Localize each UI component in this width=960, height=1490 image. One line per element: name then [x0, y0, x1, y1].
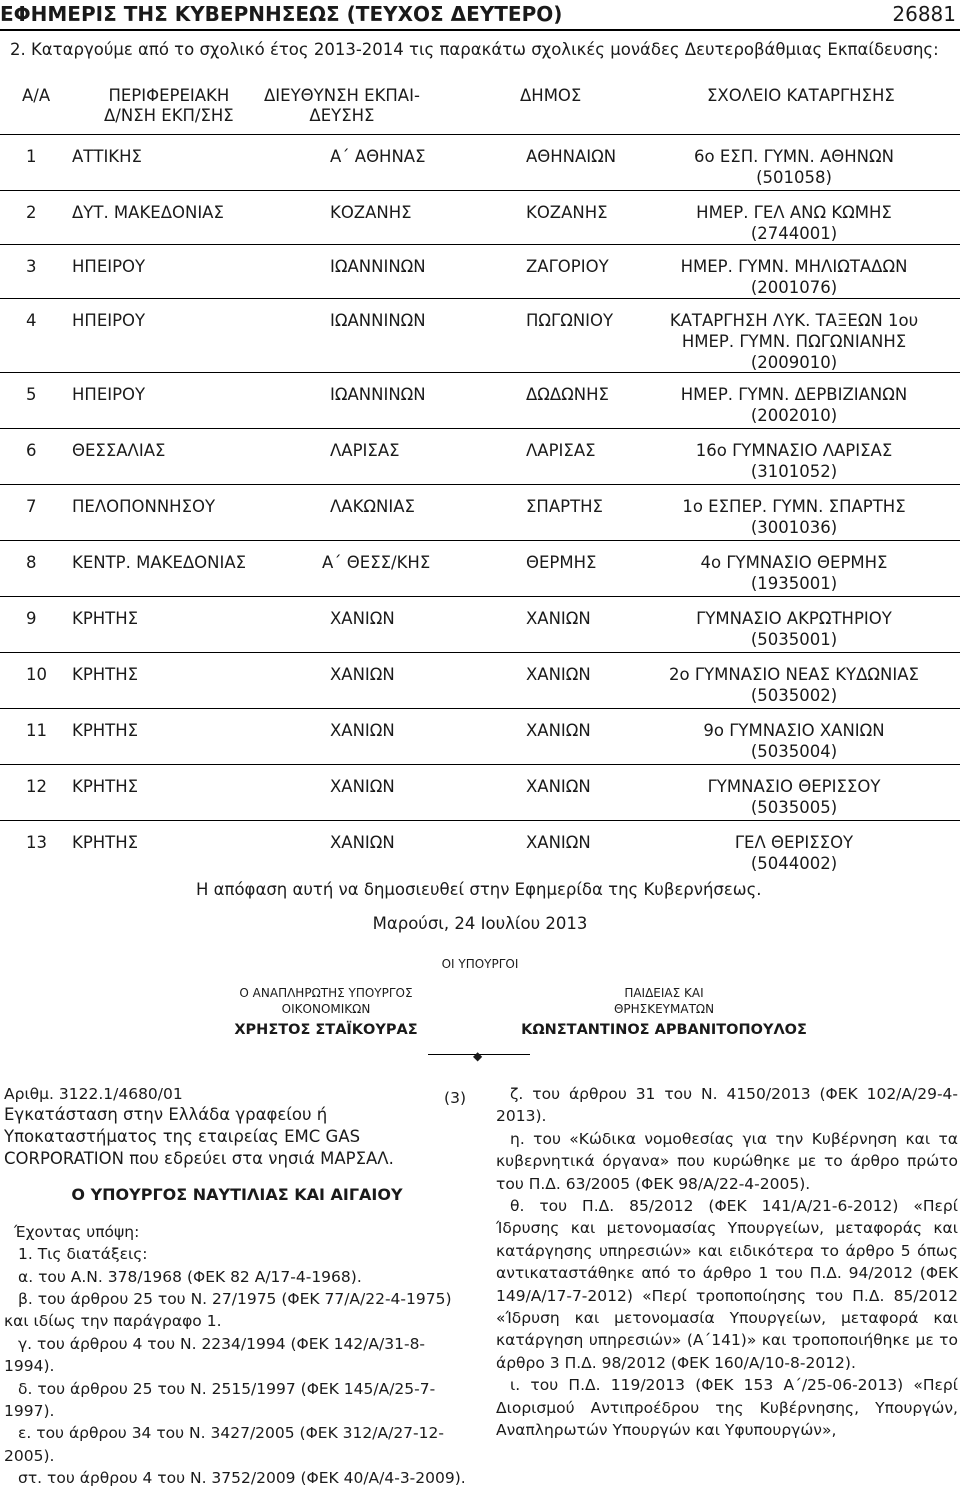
cell-municipality: ΣΠΑΡΤΗΣ — [526, 497, 603, 516]
dateline: Μαρούσι, 24 Ιουλίου 2013 — [372, 914, 588, 933]
consideration-item: ι. του Π.Δ. 119/2013 (ΦΕΚ 153 Α΄/25-06-2013) «Περί Διορισμού Αντιπροέδρου της Κυβέρνησης, Υπουργών, Αναπληρωτών Υπουργών και Υφυπουργών», — [496, 1376, 958, 1440]
table-row — [0, 372, 960, 429]
decision-ref: Αριθμ. 3122.1/4680/01 — [4, 1085, 183, 1103]
cell-municipality: ΧΑΝΙΩΝ — [526, 721, 591, 740]
consideration-item: ε. του άρθρου 34 του Ν. 3427/2005 (ΦΕΚ 312/Α/27-12-2005). — [4, 1424, 444, 1465]
cell-school-name: ΗΜΕΡ. ΓΥΜΝ. ΔΕΡΒΙΖΙΑΝΩΝ — [680, 385, 908, 404]
cell-aa: 7 — [26, 497, 37, 516]
cell-school-code: (5035005) — [750, 798, 838, 817]
cell-school — [636, 552, 952, 594]
signatory-education — [514, 985, 814, 1038]
cell-aa: 2 — [26, 203, 37, 222]
intro-paragraph: 2. Καταργούμε από το σχολικό έτος 2013-2014 τις παρακάτω σχολικές μονάδες Δευτεροβάθμιας Εκπαίδευσης: — [10, 40, 939, 59]
cell-aa: 3 — [26, 257, 37, 276]
table-row — [0, 298, 960, 373]
cell-directorate: Α΄ ΑΘΗΝΑΣ — [330, 147, 426, 166]
closing-statement: Η απόφαση αυτή να δημοσιευθεί στην Εφημερίδα της Κυβερνήσεως. — [196, 880, 762, 899]
cell-directorate: ΛΑΡΙΣΑΣ — [330, 441, 400, 460]
table-row — [0, 134, 960, 191]
cell-region: ΗΠΕΙΡΟΥ — [72, 385, 146, 404]
cell-school — [636, 256, 952, 298]
cell-municipality: ΘΕΡΜΗΣ — [526, 553, 597, 572]
table-row — [0, 244, 960, 299]
cell-school — [636, 310, 952, 373]
cell-region: ΠΕΛΟΠΟΝΝΗΣΟΥ — [72, 497, 216, 516]
cell-school-code: (2744001) — [750, 224, 838, 243]
consideration-item: α. του Α.Ν. 378/1968 (ΦΕΚ 82 Α/17-4-1968). — [18, 1267, 362, 1286]
cell-directorate: ΧΑΝΙΩΝ — [330, 721, 395, 740]
gazette-title: ΕΦΗΜΕΡΙΣ ΤΗΣ ΚΥΒΕΡΝΗΣΕΩΣ (ΤΕΥΧΟΣ ΔΕΥΤΕΡΟ) — [0, 2, 563, 26]
cell-directorate: ΙΩΑΝΝΙΝΩΝ — [330, 385, 426, 404]
cell-aa: 13 — [26, 833, 47, 852]
cell-municipality: ΚΟΖΑΝΗΣ — [526, 203, 608, 222]
cell-school-name: ΓΥΜΝΑΣΙΟ ΑΚΡΩΤΗΡΙΟΥ — [696, 609, 892, 628]
cell-region: ΔΥΤ. ΜΑΚΕΔΟΝΙΑΣ — [72, 203, 224, 222]
table-row — [0, 652, 960, 709]
decision-ref-num: (3) — [444, 1089, 466, 1107]
cell-directorate: ΚΟΖΑΝΗΣ — [330, 203, 412, 222]
cell-directorate: ΧΑΝΙΩΝ — [330, 609, 395, 628]
signatory-education-title1: ΠΑΙΔΕΙΑΣ ΚΑΙ — [624, 986, 704, 1000]
consideration-item: δ. του άρθρου 25 του Ν. 2515/1997 (ΦΕΚ 145/Α/25-7-1997). — [4, 1379, 436, 1421]
cell-aa: 10 — [26, 665, 47, 684]
decision-authority: Ο ΥΠΟΥΡΓΟΣ ΝΑΥΤΙΛΙΑΣ ΚΑΙ ΑΙΓΑΙΟΥ — [71, 1185, 403, 1205]
divider-diamond-icon: ◆ — [473, 1049, 483, 1063]
cell-school — [636, 832, 952, 874]
cell-municipality: ΠΩΓΩΝΙΟΥ — [526, 311, 614, 330]
decision-subject: Εγκατάσταση στην Ελλάδα γραφείου ή Υποκαταστήματος της εταιρείας EMC GAS CORPORATION που εδρεύει στα νησιά ΜΑΡΣΑΛ. — [4, 1105, 394, 1169]
th-region-line1: ΠΕΡΙΦΕΡΕΙΑΚΗ — [108, 86, 230, 105]
cell-school — [636, 664, 952, 706]
cell-school — [636, 608, 952, 650]
cell-school-code: (3101052) — [750, 462, 838, 481]
th-directorate-line1: ΔΙΕΥΘΥΝΣΗ ΕΚΠΑΙ- — [264, 86, 420, 105]
table-row — [0, 190, 960, 245]
ministers-label: ΟΙ ΥΠΟΥΡΓΟΙ — [441, 957, 519, 971]
cell-school-name: ΓΥΜΝΑΣΙΟ ΘΕΡΙΣΣΟΥ — [707, 777, 881, 796]
cell-municipality: ΧΑΝΙΩΝ — [526, 665, 591, 684]
cell-directorate: ΧΑΝΙΩΝ — [330, 833, 395, 852]
cell-region: ΗΠΕΙΡΟΥ — [72, 311, 146, 330]
table-row — [0, 820, 960, 876]
th-region — [104, 86, 234, 126]
cell-directorate: ΙΩΑΝΝΙΝΩΝ — [330, 257, 426, 276]
cell-aa: 4 — [26, 311, 37, 330]
cell-aa: 9 — [26, 609, 37, 628]
cell-aa: 8 — [26, 553, 37, 572]
th-region-line2: Δ/ΝΣΗ ΕΚΠ/ΣΗΣ — [104, 106, 234, 125]
cell-directorate: ΧΑΝΙΩΝ — [330, 777, 395, 796]
cell-school-code: (2001076) — [750, 278, 838, 297]
table-row — [0, 484, 960, 541]
header-rule — [0, 29, 960, 31]
signatory-education-title2: ΘΡΗΣΚΕΥΜΑΤΩΝ — [613, 1002, 715, 1016]
cell-school-code: (1935001) — [750, 574, 838, 593]
cell-school — [636, 496, 952, 538]
cell-municipality: ΑΘΗΝΑΙΩΝ — [526, 147, 617, 166]
consideration-item: β. του άρθρου 25 του Ν. 27/1975 (ΦΕΚ 77/Α/22-4-1975) και ιδίως την παράγραφο 1. — [4, 1290, 452, 1331]
cell-aa: 1 — [26, 147, 37, 166]
cell-school — [636, 202, 952, 244]
cell-school-code: (501058) — [756, 168, 832, 187]
item-1: 1. Τις διατάξεις: — [18, 1245, 148, 1264]
cell-municipality: ΖΑΓΟΡΙΟΥ — [526, 257, 609, 276]
cell-municipality: ΛΑΡΙΣΑΣ — [526, 441, 596, 460]
cell-school — [636, 384, 952, 426]
cell-school-code: (5044002) — [750, 854, 838, 873]
signatory-finance — [226, 985, 426, 1038]
cell-directorate: ΛΑΚΩΝΙΑΣ — [330, 497, 415, 516]
cell-school-name: ΓΕΛ ΘΕΡΙΣΣΟΥ — [734, 833, 854, 852]
consideration-item: η. του «Κώδικα νομοθεσίας για την Κυβέρνηση και τα κυβερνητικά όργανα» που κυρώθηκε με το άρθρο πρώτο του Π.Δ. 63/2005 (ΦΕΚ 98/Α/22-4-2005). — [496, 1129, 958, 1193]
cell-school-code: (5035004) — [750, 742, 838, 761]
cell-school-code: (2002010) — [750, 406, 838, 425]
cell-school-code: (3001036) — [750, 518, 838, 537]
cell-aa: 11 — [26, 721, 47, 740]
cell-school — [636, 440, 952, 482]
th-school: ΣΧΟΛΕΙΟ ΚΑΤΑΡΓΗΣΗΣ — [707, 86, 895, 105]
cell-school-code: (2009010) — [750, 353, 838, 372]
left-items — [4, 1266, 470, 1490]
signatory-education-name: ΚΩΝΣΤΑΝΤΙΝΟΣ ΑΡΒΑΝΙΤΟΠΟΥΛΟΣ — [521, 1022, 807, 1038]
cell-school-name: ΗΜΕΡ. ΓΥΜΝ. ΜΗΛΙΩΤΑΔΩΝ — [680, 257, 908, 276]
table-row — [0, 596, 960, 653]
cell-school-code: (5035001) — [750, 630, 838, 649]
cell-region: ΚΡΗΤΗΣ — [72, 777, 139, 796]
cell-region: ΚΡΗΤΗΣ — [72, 609, 139, 628]
cell-region: ΘΕΣΣΑΛΙΑΣ — [72, 441, 166, 460]
cell-school — [636, 776, 952, 818]
page-number: 26881 — [892, 2, 956, 26]
consideration-item: θ. του Π.Δ. 85/2012 (ΦΕΚ 141/Α/21-6-2012) «Περί Ίδρυσης και μετονομασίας Υπουργείων, μεταφοράς και κατάργησης υπηρεσιών» και ειδικότερα το άρθρο 5 όπως αντικαταστάθηκε από το άρθρο 1 του Π.Δ. 94/2012 (ΦΕΚ 149/Α/17-7-2012) «Περί τροποποίησης του Π.Δ. 85/2012 «Ίδρυση και μετονομασία Υπουργείων, μεταφορά και κατάργηση υπηρεσιών» (Α΄141)» και τροποποιήθηκε με το άρθρο 3 Π.Δ. 98/2012 (ΦΕΚ 160/Α/10-8-2012). — [496, 1197, 958, 1372]
cell-municipality: ΔΩΔΩΝΗΣ — [526, 385, 609, 404]
table-row — [0, 708, 960, 765]
table-row — [0, 428, 960, 485]
consideration-item: στ. του άρθρου 4 του Ν. 3752/2009 (ΦΕΚ 40/Α/4-3-2009). — [18, 1469, 466, 1488]
cell-school — [636, 146, 952, 188]
cell-school-name: 2ο ΓΥΜΝΑΣΙΟ ΝΕΑΣ ΚΥΔΩΝΙΑΣ — [669, 665, 919, 684]
cell-school — [636, 720, 952, 762]
consideration-item: ζ. του άρθρου 31 του Ν. 4150/2013 (ΦΕΚ 102/Α/29-4-2013). — [496, 1085, 958, 1126]
consideration-item: γ. του άρθρου 4 του Ν. 2234/1994 (ΦΕΚ 142/Α/31-8-1994). — [4, 1334, 426, 1376]
signatory-finance-name: ΧΡΗΣΤΟΣ ΣΤΑΪΚΟΥΡΑΣ — [234, 1022, 418, 1038]
cell-school-name: 16ο ΓΥΜΝΑΣΙΟ ΛΑΡΙΣΑΣ — [695, 441, 893, 460]
decision-right-column — [496, 1083, 958, 1442]
cell-region: ΚΡΗΤΗΣ — [72, 721, 139, 740]
cell-region: ΑΤΤΙΚΗΣ — [72, 147, 142, 166]
cell-region: ΚΕΝΤΡ. ΜΑΚΕΔΟΝΙΑΣ — [72, 553, 247, 572]
cell-school-name: ΚΑΤΑΡΓΗΣΗ ΛΥΚ. ΤΑΞΕΩΝ 1ου ΗΜΕΡ. ΓΥΜΝ. ΠΩΓΩΝΙΑΝΗΣ — [669, 311, 919, 351]
th-directorate-line2: ΔΕΥΣΗΣ — [309, 106, 375, 125]
considering: Έχοντας υπόψη: — [14, 1222, 140, 1241]
table-row — [0, 764, 960, 821]
cell-school-name: 1ο ΕΣΠΕΡ. ΓΥΜΝ. ΣΠΑΡΤΗΣ — [682, 497, 906, 516]
cell-region: ΗΠΕΙΡΟΥ — [72, 257, 146, 276]
cell-school-name: 6ο ΕΣΠ. ΓΥΜΝ. ΑΘΗΝΩΝ — [694, 147, 894, 166]
signatory-finance-title1: Ο ΑΝΑΠΛΗΡΩΤΗΣ ΥΠΟΥΡΓΟΣ — [239, 986, 413, 1000]
cell-school-name: 4ο ΓΥΜΝΑΣΙΟ ΘΕΡΜΗΣ — [700, 553, 888, 572]
signatory-finance-title2: ΟΙΚΟΝΟΜΙΚΩΝ — [281, 1002, 371, 1016]
table-row — [0, 540, 960, 597]
cell-directorate: ΧΑΝΙΩΝ — [330, 665, 395, 684]
th-aa: Α/Α — [22, 86, 51, 105]
cell-region: ΚΡΗΤΗΣ — [72, 833, 139, 852]
cell-region: ΚΡΗΤΗΣ — [72, 665, 139, 684]
cell-directorate: Α΄ ΘΕΣΣ/ΚΗΣ — [322, 553, 431, 572]
th-directorate — [264, 86, 420, 126]
cell-aa: 5 — [26, 385, 37, 404]
th-municipality: ΔΗΜΟΣ — [520, 86, 582, 105]
cell-municipality: ΧΑΝΙΩΝ — [526, 609, 591, 628]
cell-municipality: ΧΑΝΙΩΝ — [526, 833, 591, 852]
cell-school-name: 9ο ΓΥΜΝΑΣΙΟ ΧΑΝΙΩΝ — [703, 721, 885, 740]
cell-aa: 12 — [26, 777, 47, 796]
cell-school-name: ΗΜΕΡ. ΓΕΛ ΑΝΩ ΚΩΜΗΣ — [696, 203, 892, 222]
cell-aa: 6 — [26, 441, 37, 460]
cell-school-code: (5035002) — [750, 686, 838, 705]
cell-directorate: ΙΩΑΝΝΙΝΩΝ — [330, 311, 426, 330]
cell-municipality: ΧΑΝΙΩΝ — [526, 777, 591, 796]
decision-ref-line — [4, 1083, 470, 1105]
right-items — [496, 1083, 958, 1442]
